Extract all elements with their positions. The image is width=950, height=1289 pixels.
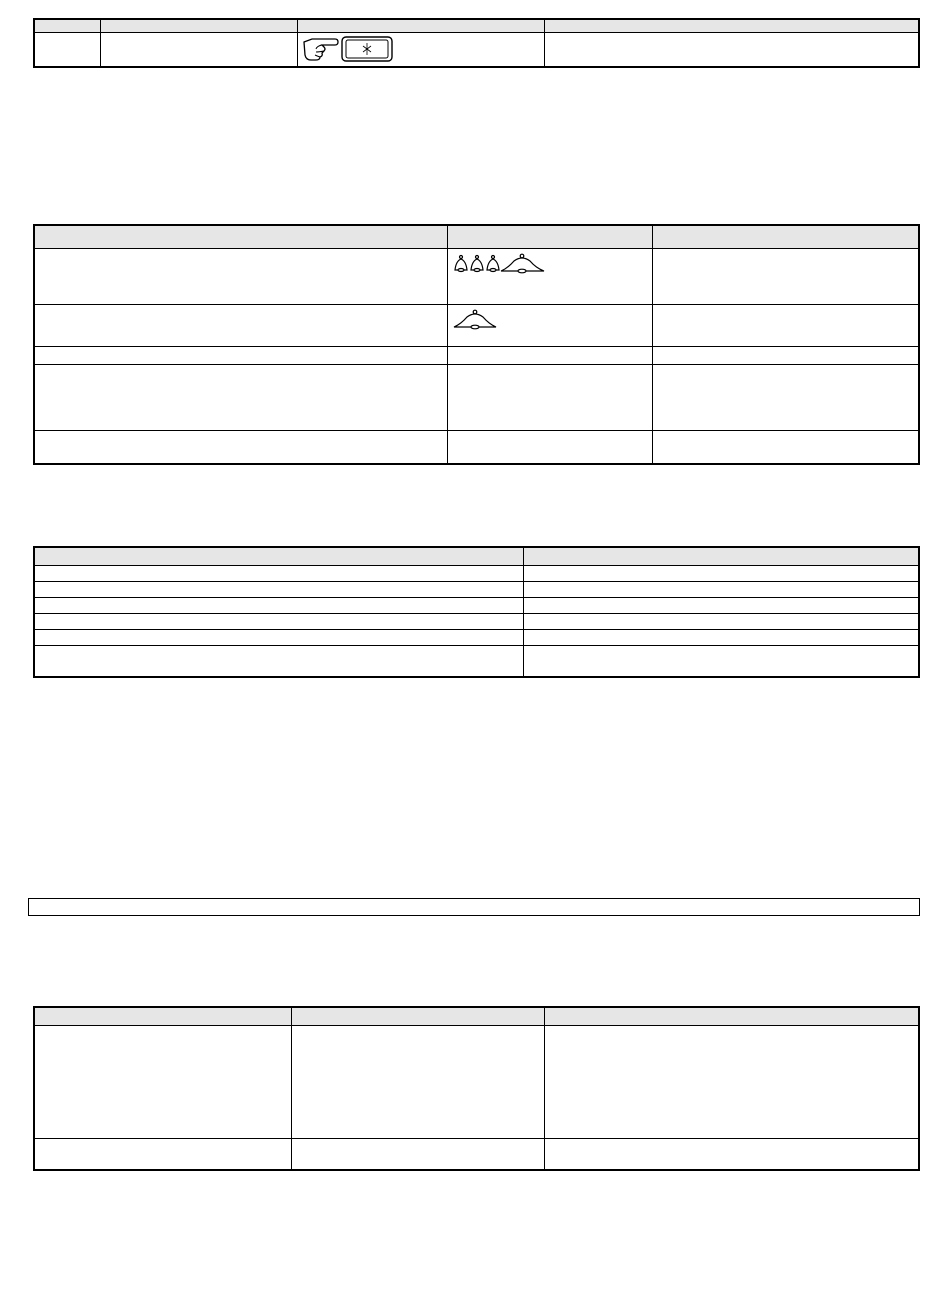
table-row xyxy=(34,304,919,346)
table-2-header-cell-2 xyxy=(447,225,652,248)
table-3-cell xyxy=(34,581,523,597)
table-3-cell xyxy=(523,645,919,677)
table-row xyxy=(34,346,919,364)
table-1-header xyxy=(34,19,919,33)
table-3-cell xyxy=(523,581,919,597)
table-4-cell xyxy=(34,1138,291,1170)
table-2-cell xyxy=(652,364,919,430)
table-3-cell xyxy=(34,645,523,677)
table-4-cell xyxy=(291,1138,544,1170)
table-1-header-cell-2 xyxy=(100,19,297,33)
table-3-cell xyxy=(34,597,523,613)
table-4 xyxy=(33,1006,920,1171)
table-row xyxy=(34,1138,919,1170)
table-4-header-cell-3 xyxy=(544,1007,919,1025)
table-row xyxy=(34,248,919,304)
table-row xyxy=(34,581,919,597)
table-2-header xyxy=(34,225,919,248)
table-3-header-cell-2 xyxy=(523,547,919,565)
table-2-cell xyxy=(652,248,919,304)
table-2 xyxy=(33,224,920,465)
table-2-cell xyxy=(447,346,652,364)
table-row xyxy=(34,629,919,645)
table-2-cell xyxy=(447,364,652,430)
table-2-cell xyxy=(34,364,447,430)
table-3-cell xyxy=(34,565,523,581)
table-3-cell xyxy=(523,597,919,613)
table-4-cell xyxy=(544,1138,919,1170)
table-1-cell xyxy=(34,33,100,68)
table-row xyxy=(34,1025,919,1138)
single-bell-icon xyxy=(452,307,498,331)
table-3-header xyxy=(34,547,919,565)
three-small-bells-one-large-bell-icon xyxy=(452,251,552,275)
table-2-cell xyxy=(652,430,919,464)
pointing-hand-icon xyxy=(302,35,394,63)
table-row xyxy=(34,33,919,68)
table-1-header-cell-1 xyxy=(34,19,100,33)
table-1-icon-cell xyxy=(297,33,544,68)
table-3-cell xyxy=(523,565,919,581)
table-2-icon-cell xyxy=(447,248,652,304)
table-2-cell xyxy=(34,304,447,346)
table-1-cell xyxy=(544,33,919,68)
key-button-icon xyxy=(342,37,392,61)
table-3-cell xyxy=(34,629,523,645)
table-2-cell xyxy=(447,430,652,464)
framed-box xyxy=(28,898,920,916)
table-3-cell xyxy=(523,629,919,645)
table-2-cell xyxy=(652,346,919,364)
table-2-cell xyxy=(652,304,919,346)
table-4-cell xyxy=(34,1025,291,1138)
table-3-header-cell-1 xyxy=(34,547,523,565)
table-2-cell xyxy=(34,346,447,364)
table-1-header-cell-3 xyxy=(297,19,544,33)
table-1-header-cell-4 xyxy=(544,19,919,33)
table-2-cell xyxy=(34,430,447,464)
table-row xyxy=(34,597,919,613)
table-1 xyxy=(33,18,920,68)
table-row xyxy=(34,565,919,581)
table-2-header-cell-1 xyxy=(34,225,447,248)
table-2-cell xyxy=(34,248,447,304)
table-4-header-cell-2 xyxy=(291,1007,544,1025)
table-3 xyxy=(33,546,920,678)
table-4-cell xyxy=(291,1025,544,1138)
table-row xyxy=(34,613,919,629)
table-row xyxy=(34,430,919,464)
table-3-cell xyxy=(523,613,919,629)
table-4-header-cell-1 xyxy=(34,1007,291,1025)
table-row xyxy=(34,645,919,677)
table-4-header xyxy=(34,1007,919,1025)
table-3-cell xyxy=(34,613,523,629)
table-2-header-cell-3 xyxy=(652,225,919,248)
table-2-icon-cell xyxy=(447,304,652,346)
table-1-cell xyxy=(100,33,297,68)
table-4-cell xyxy=(544,1025,919,1138)
table-row xyxy=(34,364,919,430)
